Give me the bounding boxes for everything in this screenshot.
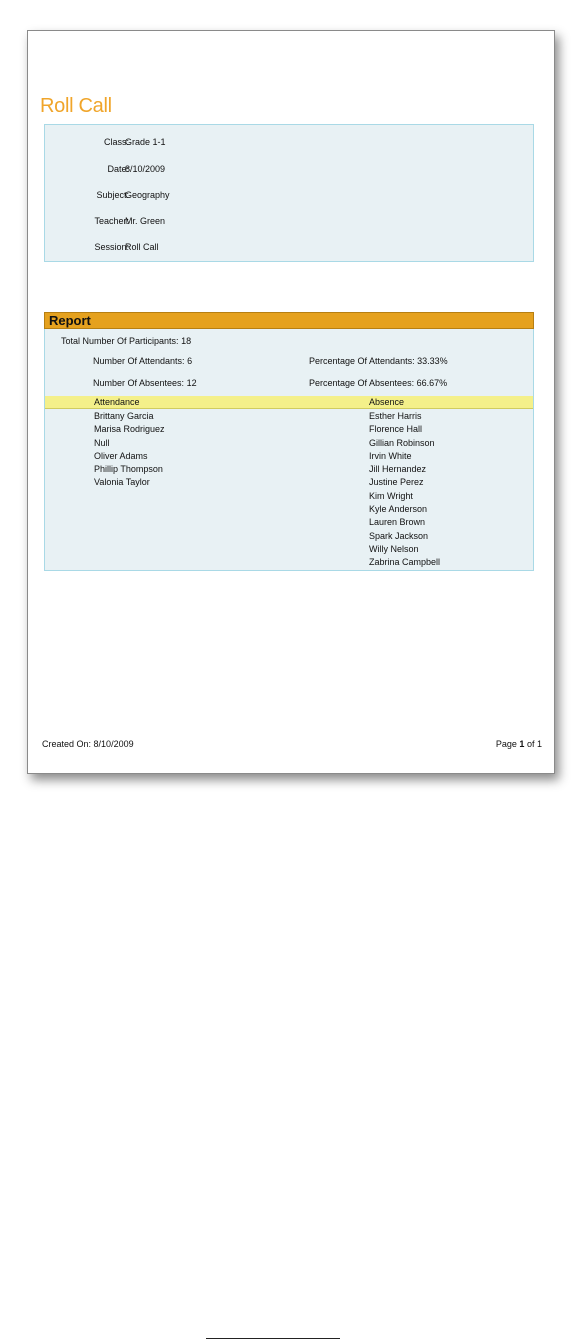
- info-label: Date:: [107, 164, 129, 174]
- pct-attendants-label: Percentage Of Attendants:: [309, 356, 415, 366]
- report-section: [44, 312, 534, 571]
- attendants-label: Number Of Attendants:: [93, 356, 185, 366]
- total-participants: [61, 336, 191, 346]
- total-participants-value: 18: [181, 336, 192, 346]
- info-value: 8/10/2009: [125, 164, 166, 174]
- list-item: Kyle Anderson: [369, 504, 428, 515]
- list-item: Oliver Adams: [94, 450, 148, 461]
- pct-attendants-value: 33.33%: [417, 356, 448, 366]
- created-on-label: Created On:: [42, 739, 92, 749]
- info-value: Mr. Green: [125, 216, 166, 226]
- info-label: Teacher:: [94, 216, 129, 226]
- info-value: Grade 1-1: [125, 137, 166, 147]
- report-page: [27, 30, 555, 774]
- list-item: Spark Jackson: [369, 530, 429, 541]
- list-item: Justine Perez: [369, 477, 424, 488]
- page-current: 1: [519, 739, 525, 749]
- page-title: Roll Call: [40, 95, 112, 117]
- list-item: Gillian Robinson: [369, 437, 435, 448]
- list-item: Null: [94, 437, 110, 448]
- list-item: Marisa Rodriguez: [94, 424, 165, 435]
- list-item: Valonia Taylor: [94, 477, 150, 488]
- page-prefix: Page: [495, 739, 517, 749]
- list-item: Zabrina Campbell: [369, 557, 441, 568]
- report-heading: Report: [44, 312, 534, 329]
- absentees-count: [93, 378, 197, 388]
- absence-header: Absence: [369, 397, 405, 407]
- info-label: Session:: [94, 242, 129, 252]
- list-column-header: [45, 396, 533, 409]
- list-item: Brittany Garcia: [94, 411, 154, 421]
- absentees-value: 12: [186, 378, 197, 388]
- list-item: Willy Nelson: [369, 543, 419, 554]
- attendance-list: [94, 410, 165, 490]
- absence-list: [369, 410, 440, 570]
- list-item: Jill Hernandez: [369, 464, 427, 475]
- info-value: Geography: [125, 190, 170, 200]
- pct-absentees-value: 66.67%: [416, 378, 448, 388]
- divider-line: [206, 1338, 340, 1339]
- list-item: Lauren Brown: [369, 517, 426, 528]
- total-participants-label: Total Number Of Participants:: [61, 336, 179, 346]
- created-on-value: 8/10/2009: [93, 739, 134, 749]
- attendants-count: [93, 356, 192, 366]
- absentees-label: Number Of Absentees:: [93, 378, 185, 388]
- list-item: Phillip Thompson: [94, 464, 163, 475]
- page-total: 1: [536, 739, 542, 749]
- info-panel: [44, 124, 534, 262]
- pct-absentees-label: Percentage Of Absentees:: [309, 378, 415, 388]
- absentees-percentage: [309, 378, 447, 388]
- info-label: Class:: [103, 137, 129, 147]
- page-of: of: [526, 739, 535, 749]
- created-on: [42, 739, 134, 749]
- attendance-header: Attendance: [94, 397, 140, 407]
- attendants-percentage: [309, 356, 448, 366]
- list-item: Esther Harris: [369, 411, 422, 421]
- page-number: [496, 739, 542, 749]
- list-item: Kim Wright: [369, 490, 413, 501]
- list-item: Irvin White: [369, 450, 412, 461]
- list-item: Florence Hall: [369, 424, 423, 435]
- attendants-value: 6: [187, 356, 193, 366]
- info-label: Subject:: [96, 190, 129, 200]
- info-value: Roll Call: [125, 242, 159, 252]
